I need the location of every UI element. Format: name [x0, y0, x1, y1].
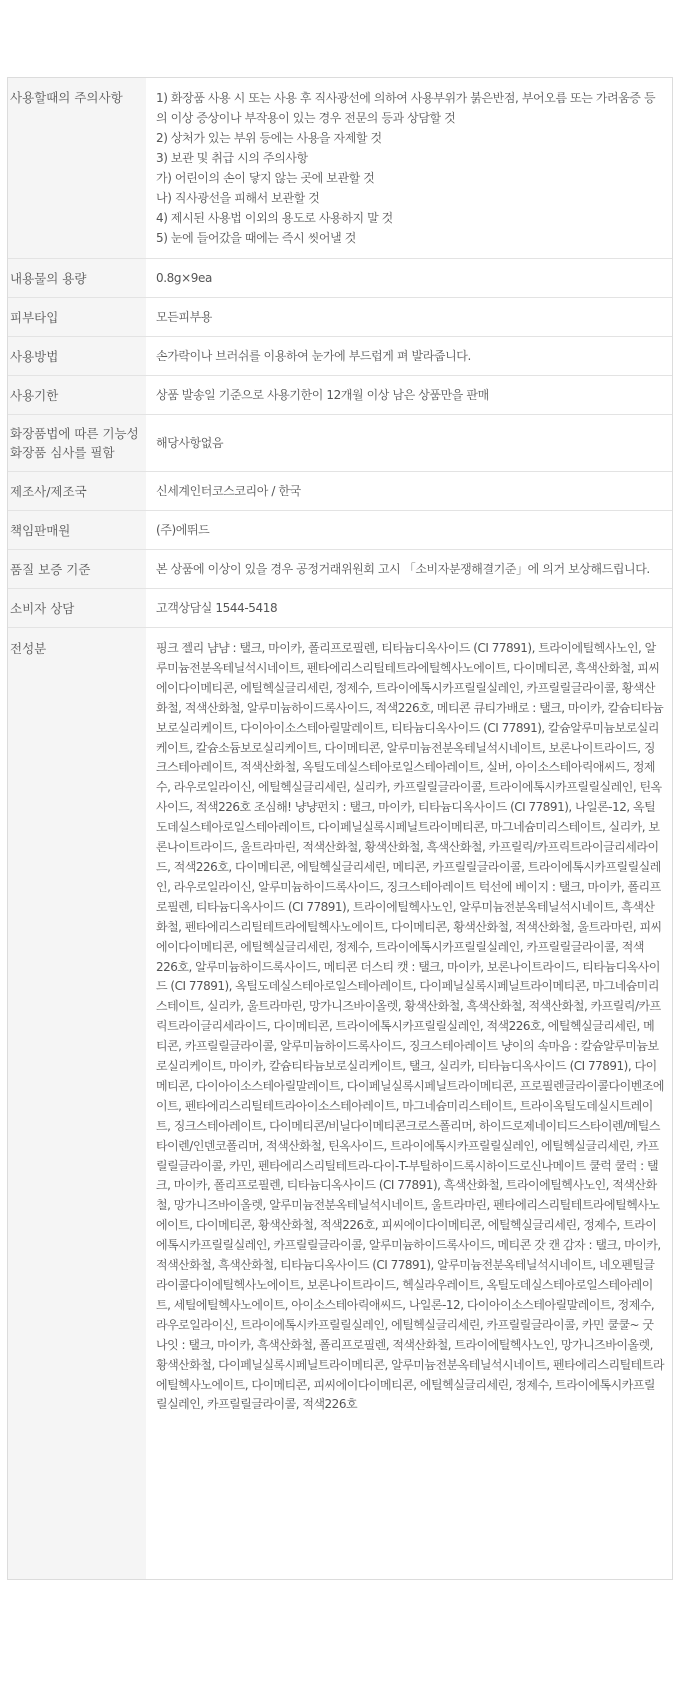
- table-row-expiry: [8, 376, 672, 415]
- row-label-manufacturer: 제조사/제조국: [8, 472, 146, 510]
- row-value-skin-type: 모든피부용: [156, 310, 212, 324]
- row-label-ingredients: 전성분: [8, 628, 146, 1579]
- table-row-seller: [8, 511, 672, 550]
- row-value-capacity: 0.8g×9ea: [156, 271, 212, 285]
- row-value-ingredients: 핑크 젤리 냠냠 : 탤크, 마이카, 폴리프로필렌, 티타늄디옥사이드 (CI 77891), 트라이에틸헥사노인, 알루미늄전분옥테닐석시네이트, 펜타에리스리틸테트라에틸헥사노에이트, 다이메티콘, 흑색산화철, 피씨에이다이메티콘, 에틸헥실글리세린, 정제수, 트라이에톡시카프릴릴실레인, 카프릴릴글라이콜, 황색산화철, 적색산화철, 알루미늄하이드록사이드, 적색226호, 메티콘 큐티가배로 : 탤크, 마이카, 칼슘티타늄보로실리케이트, 다이아이소스테아릴말레이트, 티타늄디옥사이드 (CI 77891), 칼슘알루미늄보로실리케이트, 칼슘소듐보로실리케이트, 다이메티콘, 알루미늄전분옥테닐석시네이트, 보론나이트라이드, 징크스테아레이트, 적색산화철, 옥틸도데실스테아로일스테아레이트, 실버, 아이소스테아릭애씨드, 정제수, 라우로일라이신, 에틸헥실글리세린, 실리카, 카프릴릴글라이콜, 트라이에톡시카프릴릴실레인, 틴옥사이드, 적색226호 조심해! 냥냥펀치 : 탤크, 마이카, 티타늄디옥사이드 (CI 77891), 나일론-12, 옥틸도데실스테아로일스테아레이트, 다이페닐실록시페닐트라이메티콘, 마그네슘미리스테이트, 실리카, 보론나이트라이드, 울트라마린, 적색산화철, 황색산화철, 흑색산화철, 카프릴릭/카프릭트라이글리세라이드, 적색226호, 다이메티콘, 에틸헥실글리세린, 메티콘, 카프릴릴글라이콜, 트라이에톡시카프릴릴실레인, 라우로일라이신, 알루미늄하이드록사이드, 징크스테아레이트 턱선에 베이지 : 탤크, 마이카, 폴리프로필렌, 티타늄디옥사이드 (CI 77891), 트라이에틸헥사노인, 알루미늄전분옥테닐석시네이트, 흑색산화철, 펜타에리스리틸테트라에틸헥사노에이트, 다이메티콘, 황색산화철, 적색산화철, 울트라마린, 피씨에이다이메티콘, 에틸헥실글리세린, 정제수, 트라이에톡시카프릴릴실레인, 카프릴릴글라이콜, 적색226호, 알루미늄하이드록사이드, 메티콘 더스티 캣 : 탤크, 마이카, 보론나이트라이드, 티타늄디옥사이드 (CI 77891), 옥틸도데실스테아로일스테아레이트, 다이페닐실록시페닐트라이메티콘, 마그네슘미리스테이트, 실리카, 울트라마린, 망가니즈바이올렛, 황색산화철, 흑색산화철, 적색산화철, 카프릴릭/카프릭트라이글리세라이드, 다이메티콘, 트라이에톡시카프릴릴실레인, 적색226호, 에틸헥실글리세린, 메티콘, 카프릴릴글라이콜, 알루미늄하이드록사이드, 징크스테아레이트 냥이의 속마음 : 칼슘알루미늄보로실리케이트, 마이카, 칼슘티타늄보로실리케이트, 탤크, 실리카, 티타늄디옥사이드 (CI 77891), 다이메티콘, 다이아이소스테아릴말레이트, 다이페닐실록시페닐트라이메티콘, 프로필렌글라이콜다이벤조에이트, 펜타에리스리틸테트라아이소스테아레이트, 마그네슘미리스테이트, 트라이옥틸도데실시트레이트, 징크스테아레이트, 다이메티콘/비닐다이메티콘크로스폴리머, 하이드로제네이티드스타이렌/메틸스타이렌/인덴코폴리머, 적색산화철, 틴옥사이드, 트라이에톡시카프릴릴실레인, 에틸헥실글리세린, 카프릴릴글라이콜, 카민, 펜타에리스리틸테트라-다이-T-부틸하이드록시하이드로신나메이트 쿨럭 쿨럭 : 탤크, 마이카, 폴리프로필렌, 티타늄디옥사이드 (CI 77891), 흑색산화철, 트라이에틸헥사노인, 적색산화철, 망가니즈바이올렛, 알루미늄전분옥테닐석시네이트, 울트라마린, 펜타에리스리틸테트라에틸헥사노에이트, 다이메티콘, 황색산화철, 적색226호, 피씨에이다이메티콘, 에틸헥실글리세린, 정제수, 트라이에톡시카프릴릴실레인, 카프릴릴글라이콜, 알루미늄하이드록사이드, 메티콘 갓 캔 감자 : 탤크, 마이카, 적색산화철, 흑색산화철, 티타늄디옥사이드 (CI 77891), 알루미늄전분옥테닐석시네이트, 네오펜틸글라이콜다이에틸헥사노에이트, 보론나이트라이드, 헥실라우레이트, 옥틸도데실스테아로일스테아레이트, 세틸에틸헥사노에이트, 아이소스테아릭애씨드, 나일론-12, 다이아이소스테아릴말레이트, 정제수, 라우로일라이신, 트라이에톡시카프릴릴실레인, 에틸헥실글리세린, 카프릴릴글라이콜, 카민 쿨쿨~ 굿 나잇 : 탤크, 마이카, 흑색산화철, 폴리프로필렌, 적색산화철, 트라이에틸헥사노인, 망가니즈바이올렛, 황색산화철, 다이페닐실록시페닐트라이메티콘, 알루미늄전분옥테닐석시네이트, 펜타에리스리틸테트라에틸헥사노에이트, 다이메티콘, 피씨에이다이메티콘, 에틸헥실글리세린, 정제수, 트라이에톡시카프릴릴실레인, 카프릴릴글라이콜, 적색226호: [156, 641, 664, 1412]
- row-label-caution: 사용할때의 주의사항: [8, 78, 146, 258]
- row-value-quality-guarantee: 본 상품에 이상이 있을 경우 공정거래위원회 고시 「소비자분쟁해결기준」에 의거 보상해드립니다.: [156, 562, 650, 576]
- row-value-usage: 손가락이나 브러쉬를 이용하여 눈가에 부드럽게 펴 발라줍니다.: [156, 349, 471, 363]
- row-label-functional-review: 화장품법에 따른 기능성 화장품 심사를 필함: [8, 415, 146, 471]
- table-row-quality-guarantee: [8, 550, 672, 589]
- row-label-seller: 책임판매원: [8, 511, 146, 549]
- row-label-capacity: 내용물의 용량: [8, 259, 146, 297]
- row-label-consumer-support: 소비자 상담: [8, 589, 146, 627]
- table-row-functional-review: [8, 415, 672, 472]
- row-value-seller: (주)에뛰드: [156, 523, 210, 537]
- row-value-caution: 1) 화장품 사용 시 또는 사용 후 직사광선에 의하여 사용부위가 붉은반점, 부어오름 또는 가려움증 등의 이상 증상이나 부작용이 있는 경우 전문의 등과 상담할 것 2) 상처가 있는 부위 등에는 사용을 자제할 것 3) 보관 및 취급 시의 주의사항 가) 어린이의 손이 닿지 않는 곳에 보관할 것 나) 직사광선을 피해서 보관할 것 4) 제시된 사용법 이외의 용도로 사용하지 말 것 5) 눈에 들어갔을 때에는 즉시 씻어낼 것: [156, 91, 656, 245]
- table-row-skin-type: [8, 298, 672, 337]
- table-row-consumer-support: [8, 589, 672, 628]
- table-row-capacity: [8, 259, 672, 298]
- row-label-expiry: 사용기한: [8, 376, 146, 414]
- row-value-expiry: 상품 발송일 기준으로 사용기한이 12개월 이상 남은 상품만을 판매: [156, 388, 489, 402]
- row-value-consumer-support: 고객상담실 1544-5418: [156, 601, 278, 615]
- table-row-ingredients: [8, 628, 672, 1579]
- table-row-manufacturer: [8, 472, 672, 511]
- table-row-caution: [8, 78, 672, 259]
- row-label-quality-guarantee: 품질 보증 기준: [8, 550, 146, 588]
- table-row-usage: [8, 337, 672, 376]
- row-value-manufacturer: 신세계인터코스코리아 / 한국: [156, 484, 301, 498]
- row-label-usage: 사용방법: [8, 337, 146, 375]
- row-value-functional-review: 해당사항없음: [156, 436, 224, 450]
- row-label-skin-type: 피부타입: [8, 298, 146, 336]
- product-info-table: [7, 77, 673, 1580]
